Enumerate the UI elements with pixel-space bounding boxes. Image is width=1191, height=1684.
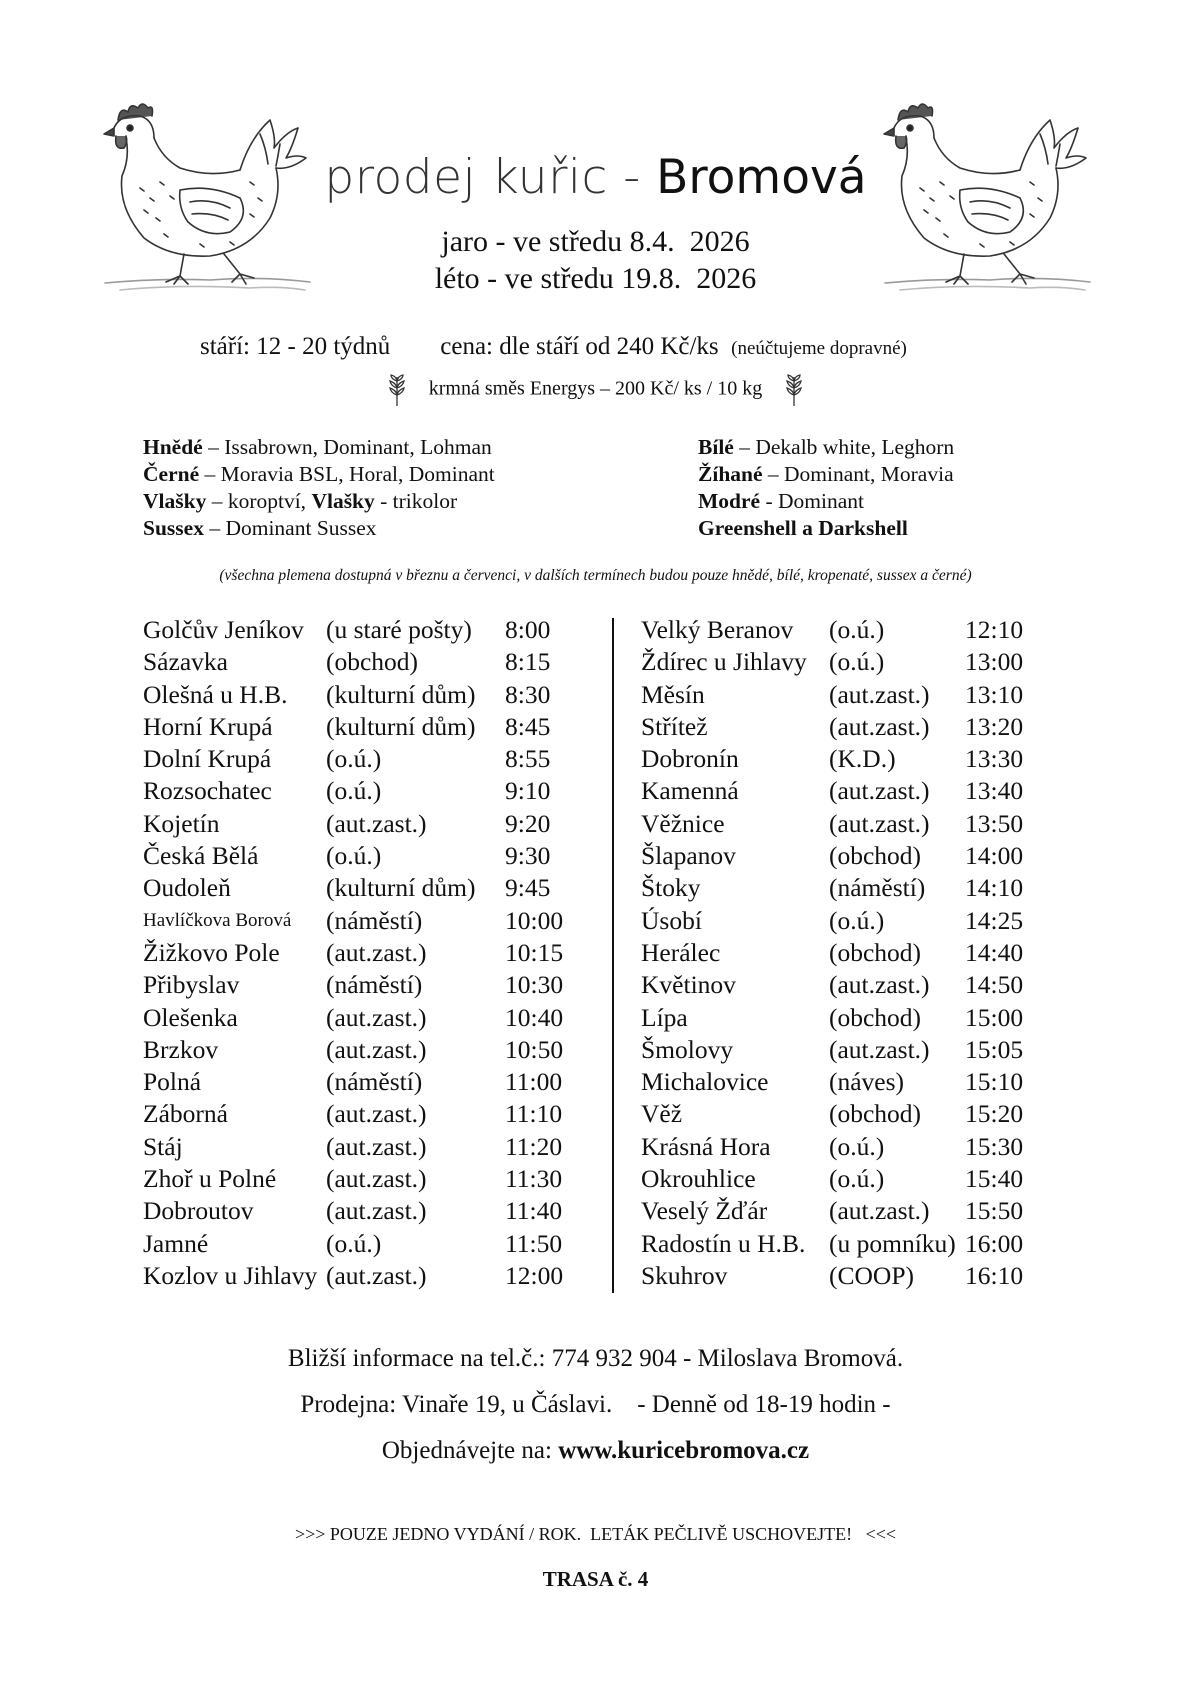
schedule-place: Přibyslav (143, 970, 240, 1000)
schedule-stop: (aut.zast.) (326, 808, 427, 838)
schedule-time: 11:00 (505, 1067, 563, 1097)
schedule-time: 8:15 (505, 647, 551, 677)
breed-name: Žíhané (698, 462, 763, 486)
breed-variants: – Issabrown, Dominant, Lohman (202, 435, 492, 459)
feed-text: krmná směs Energys – 200 Kč/ ks / 10 kg (428, 377, 763, 400)
schedule-time: 11:10 (505, 1099, 563, 1129)
order-prefix: Objednávejte na: (381, 1437, 559, 1464)
schedule-stop: (aut.zast.) (326, 1002, 427, 1032)
schedule-stop: (aut.zast.) (326, 937, 427, 967)
wheat-icon (784, 373, 804, 407)
schedule-stop: (u pomníku) (829, 1228, 956, 1258)
schedule-time: 14:50 (965, 970, 1024, 1000)
schedule-divider (612, 618, 614, 1293)
schedule-stop: (aut.zast.) (829, 776, 930, 806)
schedule-place: Krásná Hora (641, 1131, 771, 1161)
schedule-time: 10:50 (505, 1034, 564, 1064)
breed-name: Černé (143, 462, 200, 486)
schedule-stop: (kulturní dům) (326, 873, 476, 903)
breed-variants: – koroptví, (206, 489, 312, 513)
schedule-stop: (aut.zast.) (829, 970, 930, 1000)
schedule-stop: (o.ú.) (326, 744, 382, 774)
keep-leaflet-notice: >>> POUZE JEDNO VYDÁNÍ / ROK. LETÁK PEČLIVĚ USCHOVEJTE! <<< (294, 1524, 897, 1544)
schedule-stop: (náměstí) (326, 970, 423, 1000)
schedule-stop: (obchod) (829, 841, 922, 871)
schedule-stop: (o.ú.) (829, 1131, 885, 1161)
order-info (0, 1437, 1191, 1465)
contact-info: Bližší informace na tel.č.: 774 932 904 - Miloslava Bromová. (287, 1345, 904, 1372)
schedule-time: 15:10 (965, 1067, 1024, 1097)
price-text: cena: dle stáří od 240 Kč/ks (440, 333, 719, 360)
schedule-time: 9:45 (505, 873, 551, 903)
order-website-link[interactable]: www.kuricebromova.cz (558, 1437, 810, 1464)
schedule-time: 8:55 (505, 744, 551, 774)
availability-note: (všechna plemena dostupná v březnu a červenci, v dalších termínech budou pouze hnědé, bílé, kropenaté, sussex a černé) (219, 567, 972, 584)
date-spring: jaro - ve středu 8.4. 2026 (441, 225, 750, 258)
schedule-place: Střítež (641, 711, 708, 741)
schedule-stop: (aut.zast.) (829, 1034, 930, 1064)
title-name: Bromová (656, 150, 867, 205)
breeds-list-right (698, 434, 954, 542)
wheat-icon (387, 373, 407, 407)
schedule-time: 14:00 (965, 841, 1024, 871)
schedule-place: Ždírec u Jihlavy (641, 647, 807, 677)
schedule-time: 15:40 (965, 1164, 1024, 1194)
schedule-time: 13:10 (965, 679, 1024, 709)
schedule-time: 16:00 (965, 1228, 1024, 1258)
age-text: stáří: 12 - 20 týdnů (200, 333, 391, 360)
schedule-stop: (aut.zast.) (829, 1196, 930, 1226)
schedule-place: Zhoř u Polné (143, 1164, 277, 1194)
schedule-place: Kozlov u Jihlavy (143, 1260, 318, 1290)
schedule-time: 8:00 (505, 615, 551, 644)
schedule-place: Olešná u H.B. (143, 679, 288, 709)
schedule-time: 14:40 (965, 937, 1024, 967)
schedule-place: Dobroutov (143, 1196, 254, 1226)
route-number: TRASA č. 4 (542, 1567, 649, 1591)
schedule-stop: (o.ú.) (829, 615, 885, 644)
shop-info: Prodejna: Vinaře 19, u Čáslavi. - Denně od 18-19 hodin - (300, 1391, 891, 1418)
schedule-time: 15:50 (965, 1196, 1024, 1226)
schedule-stop: (o.ú.) (829, 905, 885, 935)
schedule-stop: (aut.zast.) (326, 1196, 427, 1226)
schedule-place: Stáj (143, 1131, 183, 1161)
schedule-place: Oudoleň (143, 873, 231, 903)
schedule-time: 8:45 (505, 711, 551, 741)
schedule-stop: (obchod) (829, 1099, 922, 1129)
schedule-place: Česká Bělá (143, 841, 259, 871)
schedule-stop: (o.ú.) (829, 1164, 885, 1194)
schedule-stop: (aut.zast.) (829, 679, 930, 709)
schedule-place: Dolní Krupá (143, 744, 272, 774)
schedule-place: Lípa (641, 1002, 688, 1032)
schedule-place: Úsobí (641, 905, 702, 935)
schedule-time: 13:50 (965, 808, 1024, 838)
breed-name: Hnědé (143, 435, 203, 459)
schedule-time: 15:00 (965, 1002, 1024, 1032)
schedule-stop: (aut.zast.) (829, 711, 930, 741)
schedule-time: 11:50 (505, 1228, 563, 1258)
schedule-stop: (náměstí) (829, 873, 926, 903)
schedule-place: Dobronín (641, 744, 739, 774)
breed-variants: - trikolor (374, 489, 458, 513)
schedule-place: Radostín u H.B. (641, 1228, 806, 1258)
schedule-place: Horní Krupá (143, 711, 273, 741)
schedule-stop: (aut.zast.) (326, 1034, 427, 1064)
schedule-stop: (o.ú.) (326, 1228, 382, 1258)
breed-name: Bílé (698, 435, 734, 459)
breed-line (698, 461, 954, 488)
schedule-stop: (kulturní dům) (326, 711, 476, 741)
breed-line (143, 434, 495, 461)
schedule-place: Záborná (143, 1099, 228, 1129)
schedule-place: Žižkovo Pole (143, 937, 280, 967)
schedule-time: 10:30 (505, 970, 564, 1000)
schedule-place: Golčův Jeníkov (143, 615, 304, 644)
breed-variants: – Moravia BSL, Horal, Dominant (199, 462, 495, 486)
breed-line (143, 461, 495, 488)
schedule-place: Rozsochatec (143, 776, 272, 806)
schedule-stop: (náměstí) (326, 905, 423, 935)
schedule-place: Šmolovy (641, 1034, 734, 1064)
schedule-time: 13:00 (965, 647, 1024, 677)
schedule-time: 11:40 (505, 1196, 563, 1226)
schedule-time: 13:40 (965, 776, 1024, 806)
schedule-place: Velký Beranov (641, 615, 794, 644)
schedule-time: 10:00 (505, 905, 564, 935)
schedule-time: 8:30 (505, 679, 551, 709)
schedule-place: Měsín (641, 679, 705, 709)
schedule-time: 15:20 (965, 1099, 1024, 1129)
schedule-time: 11:30 (505, 1164, 563, 1194)
schedule-place: Michalovice (641, 1067, 769, 1097)
schedule-stop: (o.ú.) (326, 841, 382, 871)
breed-name: Vlašky (311, 489, 375, 513)
schedule-time: 9:30 (505, 841, 551, 871)
schedule-stop: (aut.zast.) (829, 808, 930, 838)
schedule-place: Věžnice (641, 808, 725, 838)
schedule-time: 11:20 (505, 1131, 563, 1161)
schedule-stop: (o.ú.) (829, 647, 885, 677)
schedule-stop: (obchod) (326, 647, 419, 677)
schedule-stop: (obchod) (829, 937, 922, 967)
schedule-place: Květinov (641, 970, 736, 1000)
feed-row (0, 373, 1191, 407)
breed-variants: – Dominant, Moravia (762, 462, 954, 486)
breed-line (698, 434, 954, 461)
schedule-place: Brzkov (143, 1034, 219, 1064)
schedule-time: 10:15 (505, 937, 564, 967)
schedule-time: 12:10 (965, 615, 1024, 644)
schedule-place: Věž (641, 1099, 683, 1129)
schedule-place: Herálec (641, 937, 721, 967)
breed-variants: – Dominant Sussex (203, 516, 377, 540)
schedule-place: Okrouhlice (641, 1164, 756, 1194)
schedule-place: Kamenná (641, 776, 739, 806)
schedule-stop: (aut.zast.) (326, 1260, 427, 1290)
schedule-stop: (aut.zast.) (326, 1131, 427, 1161)
breed-line (143, 488, 495, 515)
schedule-stop: (K.D.) (829, 744, 896, 774)
schedule-time: 14:10 (965, 873, 1024, 903)
schedule-stop: (náměstí) (326, 1067, 423, 1097)
page-title (0, 150, 1191, 205)
schedule-place: Šlapanov (641, 841, 736, 871)
schedule-time: 16:10 (965, 1260, 1024, 1290)
breed-name: Greenshell a Darkshell (698, 516, 908, 540)
schedule-stop: (obchod) (829, 1002, 922, 1032)
breed-variants: - Dominant (760, 489, 864, 513)
breed-variants: – Dekalb white, Leghorn (733, 435, 955, 459)
schedule-time: 15:05 (965, 1034, 1024, 1064)
breed-name: Vlašky (143, 489, 207, 513)
schedule-stop: (kulturní dům) (326, 679, 476, 709)
breed-line (698, 515, 954, 542)
schedule-place: Havlíčkova Borová (143, 909, 292, 931)
schedule-time: 13:20 (965, 711, 1024, 741)
age-price-row (200, 333, 907, 361)
breed-name: Modré (698, 489, 761, 513)
schedule-stop: (u staré pošty) (326, 615, 472, 644)
schedule-time: 9:20 (505, 808, 551, 838)
schedule-time: 9:10 (505, 776, 551, 806)
schedule-time: 15:30 (965, 1131, 1024, 1161)
schedule-time: 13:30 (965, 744, 1024, 774)
schedule-place: Jamné (143, 1228, 209, 1258)
schedule-time: 14:25 (965, 905, 1024, 935)
schedule-stop: (aut.zast.) (326, 1164, 427, 1194)
schedule-time: 10:40 (505, 1002, 564, 1032)
breed-line (143, 515, 495, 542)
schedule-stop: (aut.zast.) (326, 1099, 427, 1129)
transport-note: (neúčtujeme dopravné) (731, 338, 907, 359)
schedule-place: Sázavka (143, 647, 228, 677)
schedule-stop: (o.ú.) (326, 776, 382, 806)
schedule-place: Skuhrov (641, 1260, 728, 1290)
schedule-place: Štoky (641, 873, 701, 903)
schedule-stop: (náves) (829, 1067, 905, 1097)
schedule-place: Polná (143, 1067, 202, 1097)
title-prefix: prodej kuřic - (324, 150, 657, 205)
breeds-list-left (143, 434, 495, 542)
breed-line (698, 488, 954, 515)
date-summer: léto - ve středu 19.8. 2026 (434, 262, 757, 295)
schedule-stop: (COOP) (829, 1260, 915, 1290)
schedule-place: Olešenka (143, 1002, 238, 1032)
schedule-time: 12:00 (505, 1260, 564, 1290)
schedule-place: Veselý Žďár (641, 1196, 768, 1226)
schedule-place: Kojetín (143, 808, 220, 838)
breed-name: Sussex (143, 516, 204, 540)
